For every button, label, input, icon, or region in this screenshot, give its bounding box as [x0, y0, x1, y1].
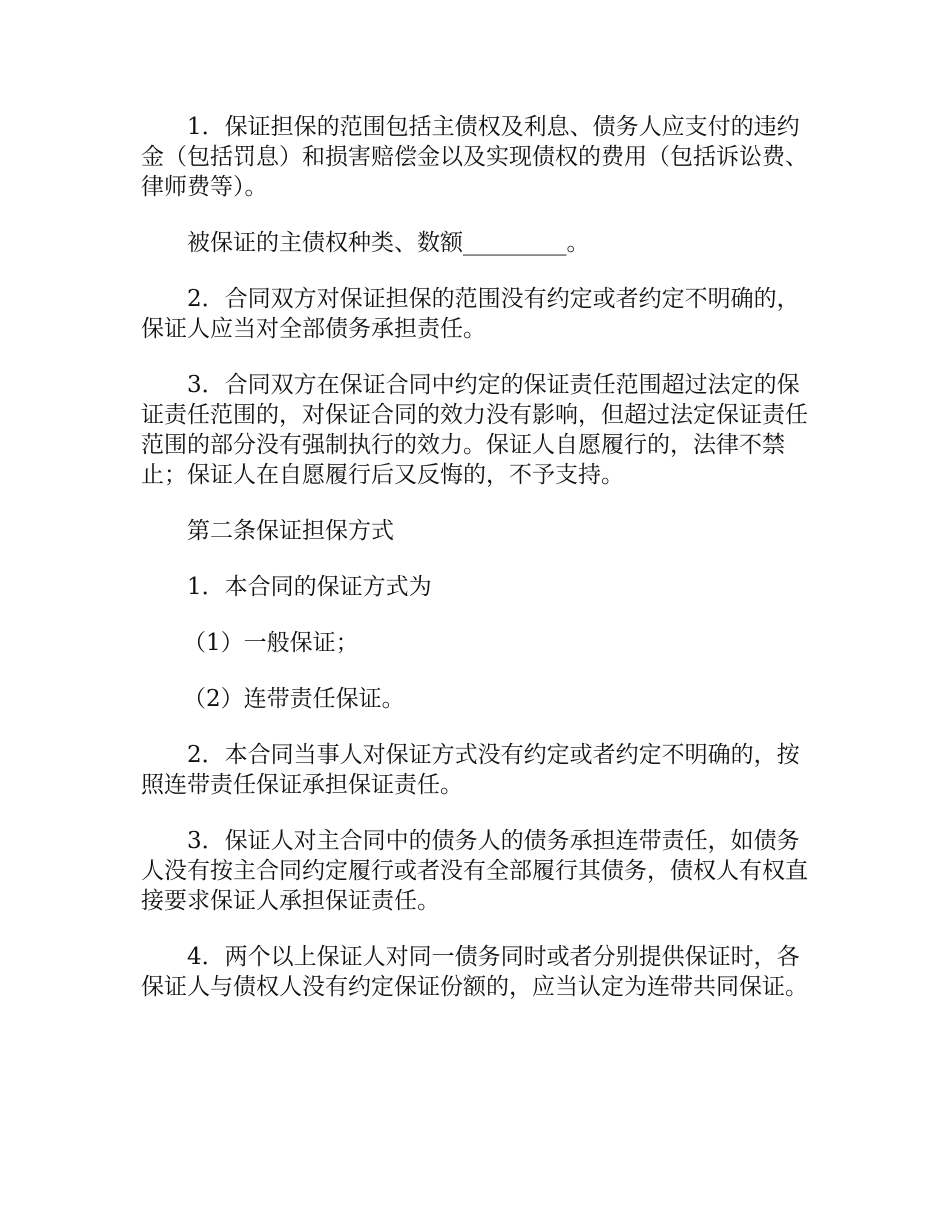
- paragraph-default-joint: 2．本合同当事人对保证方式没有约定或者约定不明确的，按照连带责任保证承担保证责任。: [141, 742, 800, 798]
- document-body: [141, 112, 821, 1028]
- paragraph-joint-liability: 3．保证人对主合同中的债务人的债务承担连带责任，如债务人没有按主合同约定履行或者没有全部履行其债务，债权人有权直接要求保证人承担保证责任。: [141, 828, 808, 914]
- article-heading-guarantee-method: 第二条保证担保方式: [187, 518, 394, 544]
- paragraph-scope: 1．保证担保的范围包括主债权及利息、债务人应支付的违约金（包括罚息）和损害赔偿金以及实现债权的费用（包括诉讼费、律师费等）。: [141, 114, 808, 200]
- paragraph-excess-scope: 3．合同双方在保证合同中约定的保证责任范围超过法定的保证责任范围的，对保证合同的效力没有影响，但超过法定保证责任范围的部分没有强制执行的效力。保证人自愿履行的，法律不禁止；保证人在自愿履行后又反悔的，不予支持。: [141, 372, 808, 488]
- list-item-general-guarantee: （1）一般保证；: [183, 630, 359, 656]
- paragraph-guaranteed-claim: 被保证的主债权种类、数额_________。: [187, 230, 590, 256]
- paragraph-multiple-guarantors: 4．两个以上保证人对同一债务同时或者分别提供保证时，各保证人与债权人没有约定保证份额的，应当认定为连带共同保证。: [141, 944, 808, 1000]
- paragraph-method-intro: 1．本合同的保证方式为: [187, 574, 432, 600]
- paragraph-unclear-scope: 2．合同双方对保证担保的范围没有约定或者约定不明确的，保证人应当对全部债务承担责任。: [141, 286, 800, 342]
- list-item-joint-guarantee: （2）连带责任保证。: [183, 686, 405, 712]
